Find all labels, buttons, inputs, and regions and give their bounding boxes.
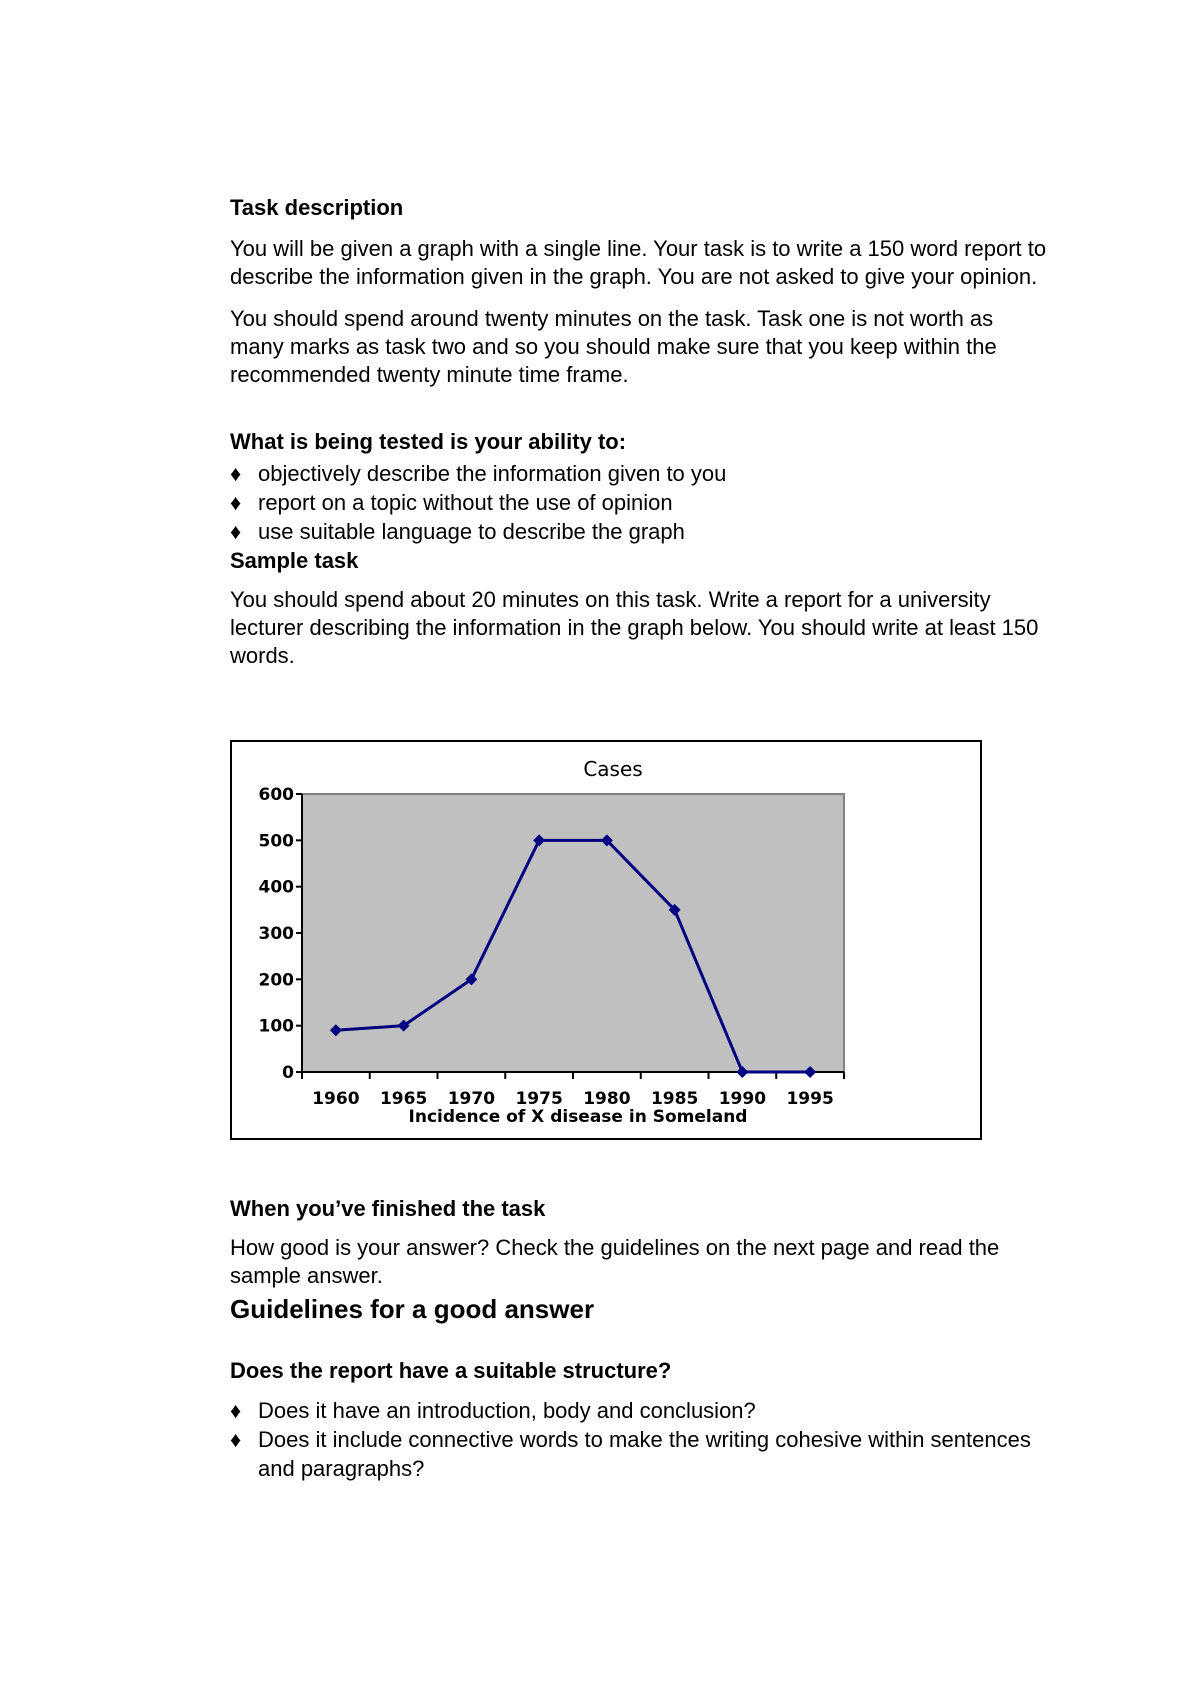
y-tick-label: 0: [282, 1063, 294, 1083]
bullet-diamond-icon: ♦: [230, 490, 242, 515]
y-tick-label: 300: [258, 924, 294, 944]
bullet-diamond-icon: ♦: [230, 461, 242, 486]
y-tick-label: 200: [258, 970, 294, 991]
task-description-para2: You should spend around twenty minutes on the task. Task one is not worth as many marks as task two and so you should make sure that you keep within the recommended twenty minute time frame.: [230, 306, 997, 387]
sample-task-text: You should spend about 20 minutes on this task. Write a report for a university lecturer describing the information in the graph below. You should write at least 150 words.: [230, 587, 1039, 668]
x-tick-label: 1985: [650, 1089, 699, 1109]
task-description-heading: Task description: [230, 195, 404, 220]
list-item: ♦ Does it include connective words to make the writing cohesive within sentences and paragraphs?: [230, 1427, 1031, 1481]
guidelines-title: Guidelines for a good answer: [230, 1294, 595, 1324]
y-tick-label: 400: [258, 877, 294, 898]
finished-heading: When you’ve finished the task: [230, 1196, 546, 1221]
y-tick-label: 600: [258, 785, 294, 805]
list-item: ♦ Does it have an introduction, body and conclusion?: [230, 1398, 756, 1423]
structure-heading: Does the report have a suitable structure?: [230, 1358, 672, 1383]
y-tick-label: 500: [258, 831, 294, 852]
document-page: [230, 195, 1050, 670]
x-tick-label: 1995: [786, 1089, 834, 1109]
sample-task-heading: Sample task: [230, 548, 359, 573]
x-tick-label: 1970: [447, 1089, 496, 1109]
bullet-diamond-icon: ♦: [230, 1398, 242, 1423]
tested-heading: What is being tested is your ability to:: [230, 429, 627, 454]
x-tick-label: 1975: [515, 1089, 563, 1109]
tested-list: [230, 459, 1050, 546]
list-item: ♦ use suitable language to describe the graph: [230, 519, 685, 544]
plot-area: [302, 794, 844, 1072]
x-tick-label: 1980: [583, 1089, 631, 1109]
task-description-para1: You will be given a graph with a single line. Your task is to write a 150 word report to describe the information given in the graph. You are not asked to give your opinion.: [230, 236, 1047, 289]
bullet-diamond-icon: ♦: [230, 519, 242, 544]
line-chart: [232, 742, 980, 1138]
list-item: ♦ report on a topic without the use of opinion: [230, 490, 673, 515]
x-tick-label: 1965: [379, 1089, 428, 1109]
finished-text: How good is your answer? Check the guidelines on the next page and read the sample answer.: [230, 1235, 1000, 1288]
x-tick-label: 1960: [312, 1089, 360, 1109]
chart-frame: [230, 740, 982, 1140]
guidelines-list: [230, 1396, 1050, 1483]
document-page-lower: [230, 1196, 1050, 1483]
chart-title: Cases: [583, 757, 643, 781]
x-axis-label: Incidence of X disease in Someland: [408, 1107, 748, 1127]
y-tick-label: 100: [258, 1016, 294, 1037]
x-tick-label: 1990: [718, 1089, 767, 1109]
list-item: ♦ objectively describe the information given to you: [230, 461, 727, 486]
bullet-diamond-icon: ♦: [230, 1427, 242, 1452]
